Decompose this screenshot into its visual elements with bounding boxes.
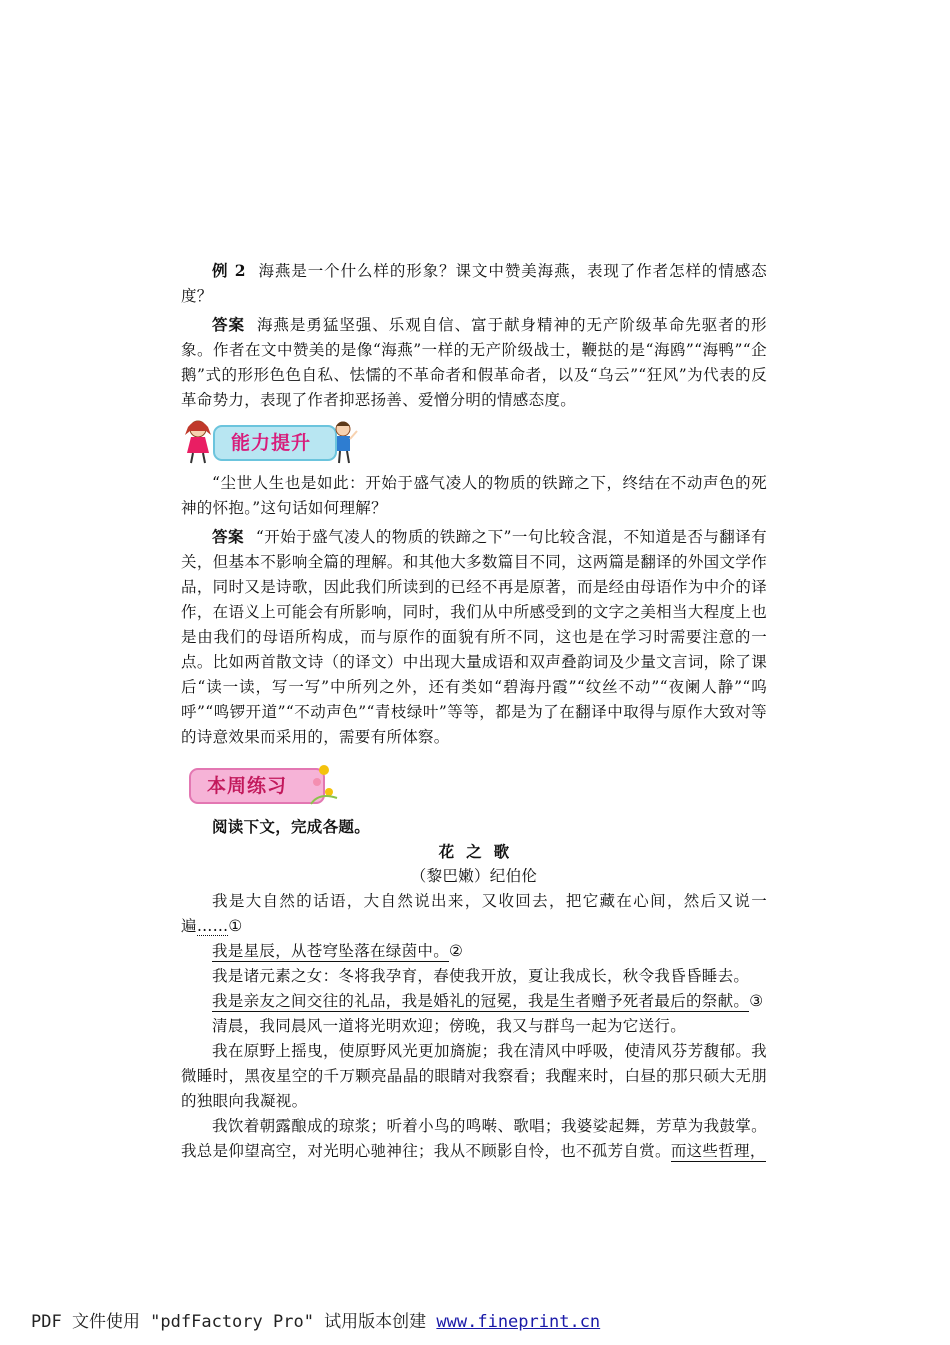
poem-paragraph-6: 我在原野上摇曳，使原野风光更加旖旎；我在清风中呼吸，使清风芬芳馥郁。我微睡时，黑夜星空的千万颗亮晶晶的眼睛对我察看；我醒来时，白昼的那只硕大无朋的独眼向我凝视。 xyxy=(181,1042,767,1110)
poem-text: 我饮着朝露酿成的琼浆；听着小鸟的鸣啭、歌唱；我婆娑起舞，芳草为我鼓掌。我总是仰望高空，对光明心驰神往；我从不顾影自怜，也不孤芳自赏。 xyxy=(181,1117,767,1160)
poem-paragraph-2 xyxy=(181,939,767,964)
poem-text: 我是大自然的话语，大自然说出来，又收回去，把它藏在心间，然后又说一遍 xyxy=(181,892,767,935)
ability-answer-text: “开始于盛气凌人的物质的铁蹄之下”一句比较含混，不知道是否与翻译有关，但基本不影响全篇的理解。和其他大多数篇目不同，这两篇是翻译的外国文学作品，同时又是诗歌，因此我们所读到的已经不再是原著，而是经由母语作为中介的译作，在语义上可能会有所影响，同时，我们从中所感受到的文字之美相当大程度上也是由我们的母语所构成，而与原作的面貌有所不同，这也是在学习时需要注意的一点。比如两首散文诗（的译文）中出现大量成语和双声叠韵词及少量文言词，除了课后“读一读，写一写”中所列之外，还有类如“碧海丹霞”“纹丝不动”“夜阑人静”“呜呼”“鸣锣开道”“不动声色”“青枝绿叶”等等，都是为了在翻译中取得与原作大致对等的诗意效果而采用的，需要有所体察。 xyxy=(181,528,767,746)
answer-label: 答案 xyxy=(212,315,245,334)
ability-question: “尘世人生也是如此：开始于盛气凌人的物质的铁蹄之下，终结在不动声色的死神的怀抱。”这句话如何理解？ xyxy=(181,474,767,517)
question-marker: ② xyxy=(449,942,464,960)
weekly-banner xyxy=(179,760,767,808)
question-marker: ① xyxy=(228,917,243,935)
poem-paragraph-5: 清晨，我同晨风一道将光明欢迎；傍晚，我又与群鸟一起为它送行。 xyxy=(212,1017,687,1035)
page-content xyxy=(181,258,767,1164)
boy-cartoon-icon xyxy=(329,417,359,465)
poem-title: 花 之 歌 xyxy=(438,842,510,861)
banner-title: 本周练习 xyxy=(189,768,325,804)
example-answer-text: 海燕是勇猛坚强、乐观自信、富于献身精神的无产阶级革命先驱者的形象。作者在文中赞美的是像“海燕”一样的无产阶级战士，鞭挞的是“海鸥”“海鸭”“企鹅”式的形形色色自私、怯懦的不革命者和假革命者，以及“乌云”“狂风”为代表的反革命势力，表现了作者抑恶扬善、爱憎分明的情感态度。 xyxy=(181,316,767,409)
example-question xyxy=(181,258,767,309)
banner-title: 能力提升 xyxy=(213,425,337,461)
example-answer xyxy=(181,312,767,413)
underlined-text: 我是星辰，从苍穹坠落在绿茵中。 xyxy=(212,942,450,960)
girl-cartoon-icon xyxy=(179,417,217,465)
question-marker: ③ xyxy=(749,992,764,1010)
flower-decoration-icon xyxy=(309,762,339,806)
footer-text: PDF 文件使用 "pdfFactory Pro" 试用版本创建 xyxy=(31,1312,437,1332)
underlined-text: 而这些哲理， xyxy=(670,1142,766,1160)
ability-answer xyxy=(181,524,767,750)
poem-paragraph-4 xyxy=(181,989,767,1014)
poem-paragraph-7 xyxy=(181,1114,767,1164)
example-question-text: 海燕是一个什么样的形象？课文中赞美海燕，表现了作者怎样的情感态度？ xyxy=(181,262,767,305)
poem-author: （黎巴嫩）纪伯伦 xyxy=(410,867,538,885)
answer-label: 答案 xyxy=(212,527,244,546)
underlined-text: …… xyxy=(196,917,229,935)
poem-paragraph-3: 我是诸元素之女：冬将我孕育，春使我开放，夏让我成长，秋令我昏昏睡去。 xyxy=(212,967,750,985)
poem-paragraph-1 xyxy=(181,889,767,939)
pdf-watermark-footer xyxy=(31,1307,600,1332)
footer-link[interactable]: www.fineprint.cn xyxy=(436,1312,601,1332)
underlined-text: 我是亲友之间交往的礼品，我是婚礼的冠冕，我是生者赠予死者最后的祭献。 xyxy=(212,992,750,1010)
exercise-instruction: 阅读下文，完成各题。 xyxy=(212,817,371,836)
ability-banner xyxy=(179,417,767,465)
example-label: 例 2 xyxy=(212,261,246,280)
